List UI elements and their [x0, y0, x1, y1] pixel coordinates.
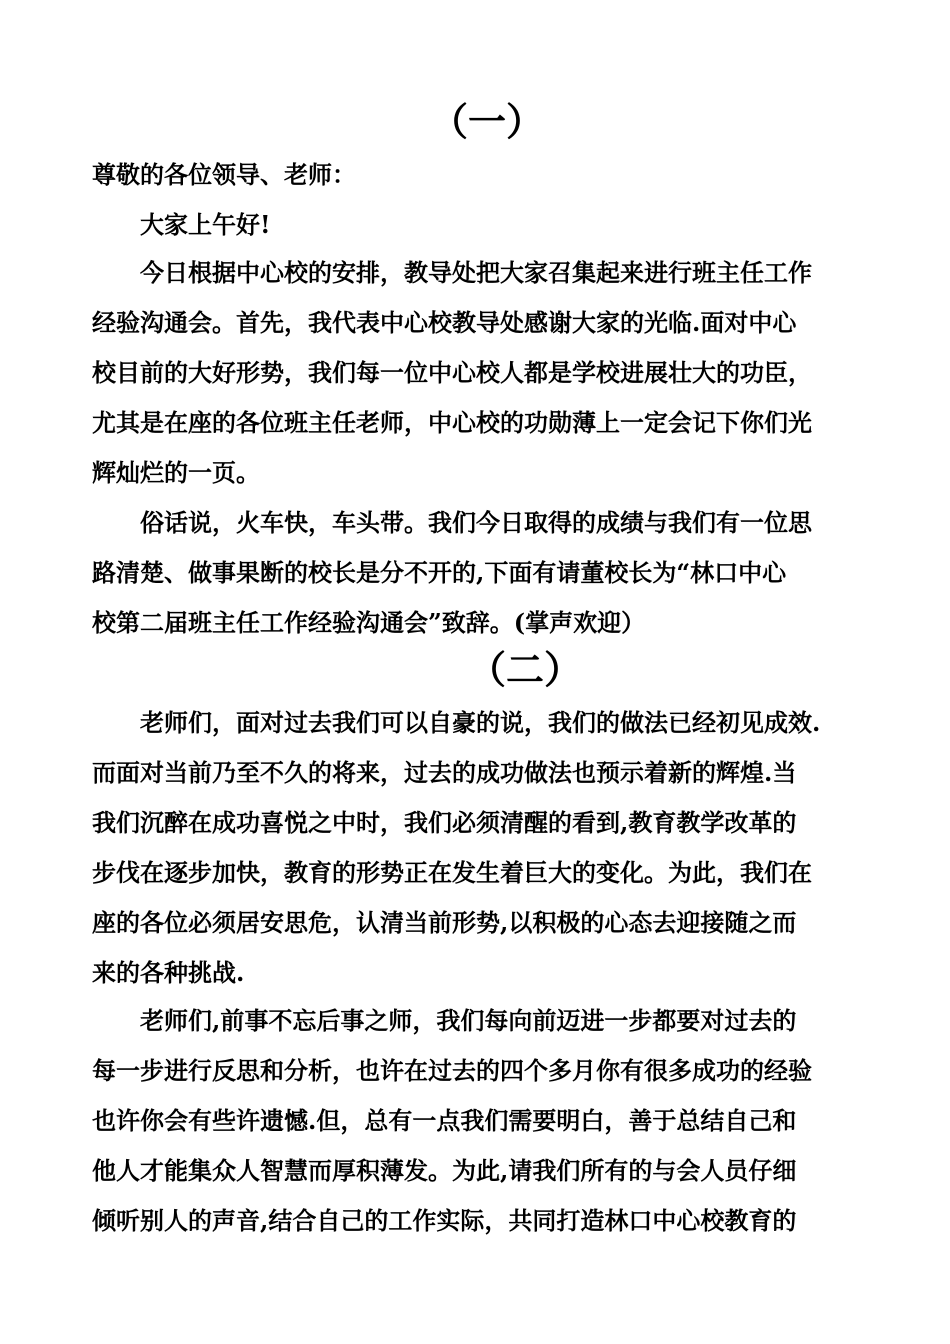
paragraph-line: 辉灿烂的一页。 [92, 458, 260, 487]
section-heading-1: （一） [430, 99, 545, 144]
paragraph-line: 俗话说，火车快，车头带。我们今日取得的成绩与我们有一位思 [140, 508, 812, 537]
paragraph-line: 每一步进行反思和分析，也许在过去的四个多月你有很多成功的经验 [92, 1056, 812, 1085]
paragraph-line: 经验沟通会。首先，我代表中心校教导处感谢大家的光临.面对中心 [92, 308, 797, 337]
salutation-line: 尊敬的各位领导、老师： [92, 160, 356, 189]
section-heading-2: （二） [468, 647, 583, 692]
paragraph-line: 校第二届班主任工作经验沟通会”致辞。(掌声欢迎） [92, 608, 646, 637]
paragraph-line: 也许你会有些许遗憾.但，总有一点我们需要明白，善于总结自己和 [92, 1106, 797, 1135]
greeting-line: 大家上午好! [140, 210, 271, 239]
paragraph-line: 座的各位必须居安思危，认清当前形势,以积极的心态去迎接随之而 [92, 908, 797, 937]
paragraph-line: 他人才能集众人智慧而厚积薄发。为此,请我们所有的与会人员仔细 [92, 1156, 797, 1185]
paragraph-line: 校目前的大好形势，我们每一位中心校人都是学校进展壮大的功臣， [92, 358, 812, 387]
paragraph-line: 老师们,前事不忘后事之师，我们每向前迈进一步都要对过去的 [140, 1006, 797, 1035]
paragraph-line: 倾听别人的声音,结合自己的工作实际，共同打造林口中心校教育的 [92, 1206, 797, 1235]
paragraph-line: 路清楚、做事果断的校长是分不开的,下面有请董校长为“林口中心 [92, 558, 787, 587]
paragraph-line: 今日根据中心校的安排，教导处把大家召集起来进行班主任工作 [140, 258, 812, 287]
paragraph-line: 来的各种挑战. [92, 958, 245, 987]
paragraph-line: 而面对当前乃至不久的将来，过去的成功做法也预示着新的辉煌.当 [92, 758, 797, 787]
paragraph-line: 步伐在逐步加快，教育的形势正在发生着巨大的变化。为此，我们在 [92, 858, 812, 887]
paragraph-line: 我们沉醉在成功喜悦之中时，我们必须清醒的看到,教育教学改革的 [92, 808, 797, 837]
paragraph-line: 老师们，面对过去我们可以自豪的说，我们的做法已经初见成效. [140, 708, 821, 737]
paragraph-line: 尤其是在座的各位班主任老师，中心校的功勋薄上一定会记下你们光 [92, 408, 812, 437]
